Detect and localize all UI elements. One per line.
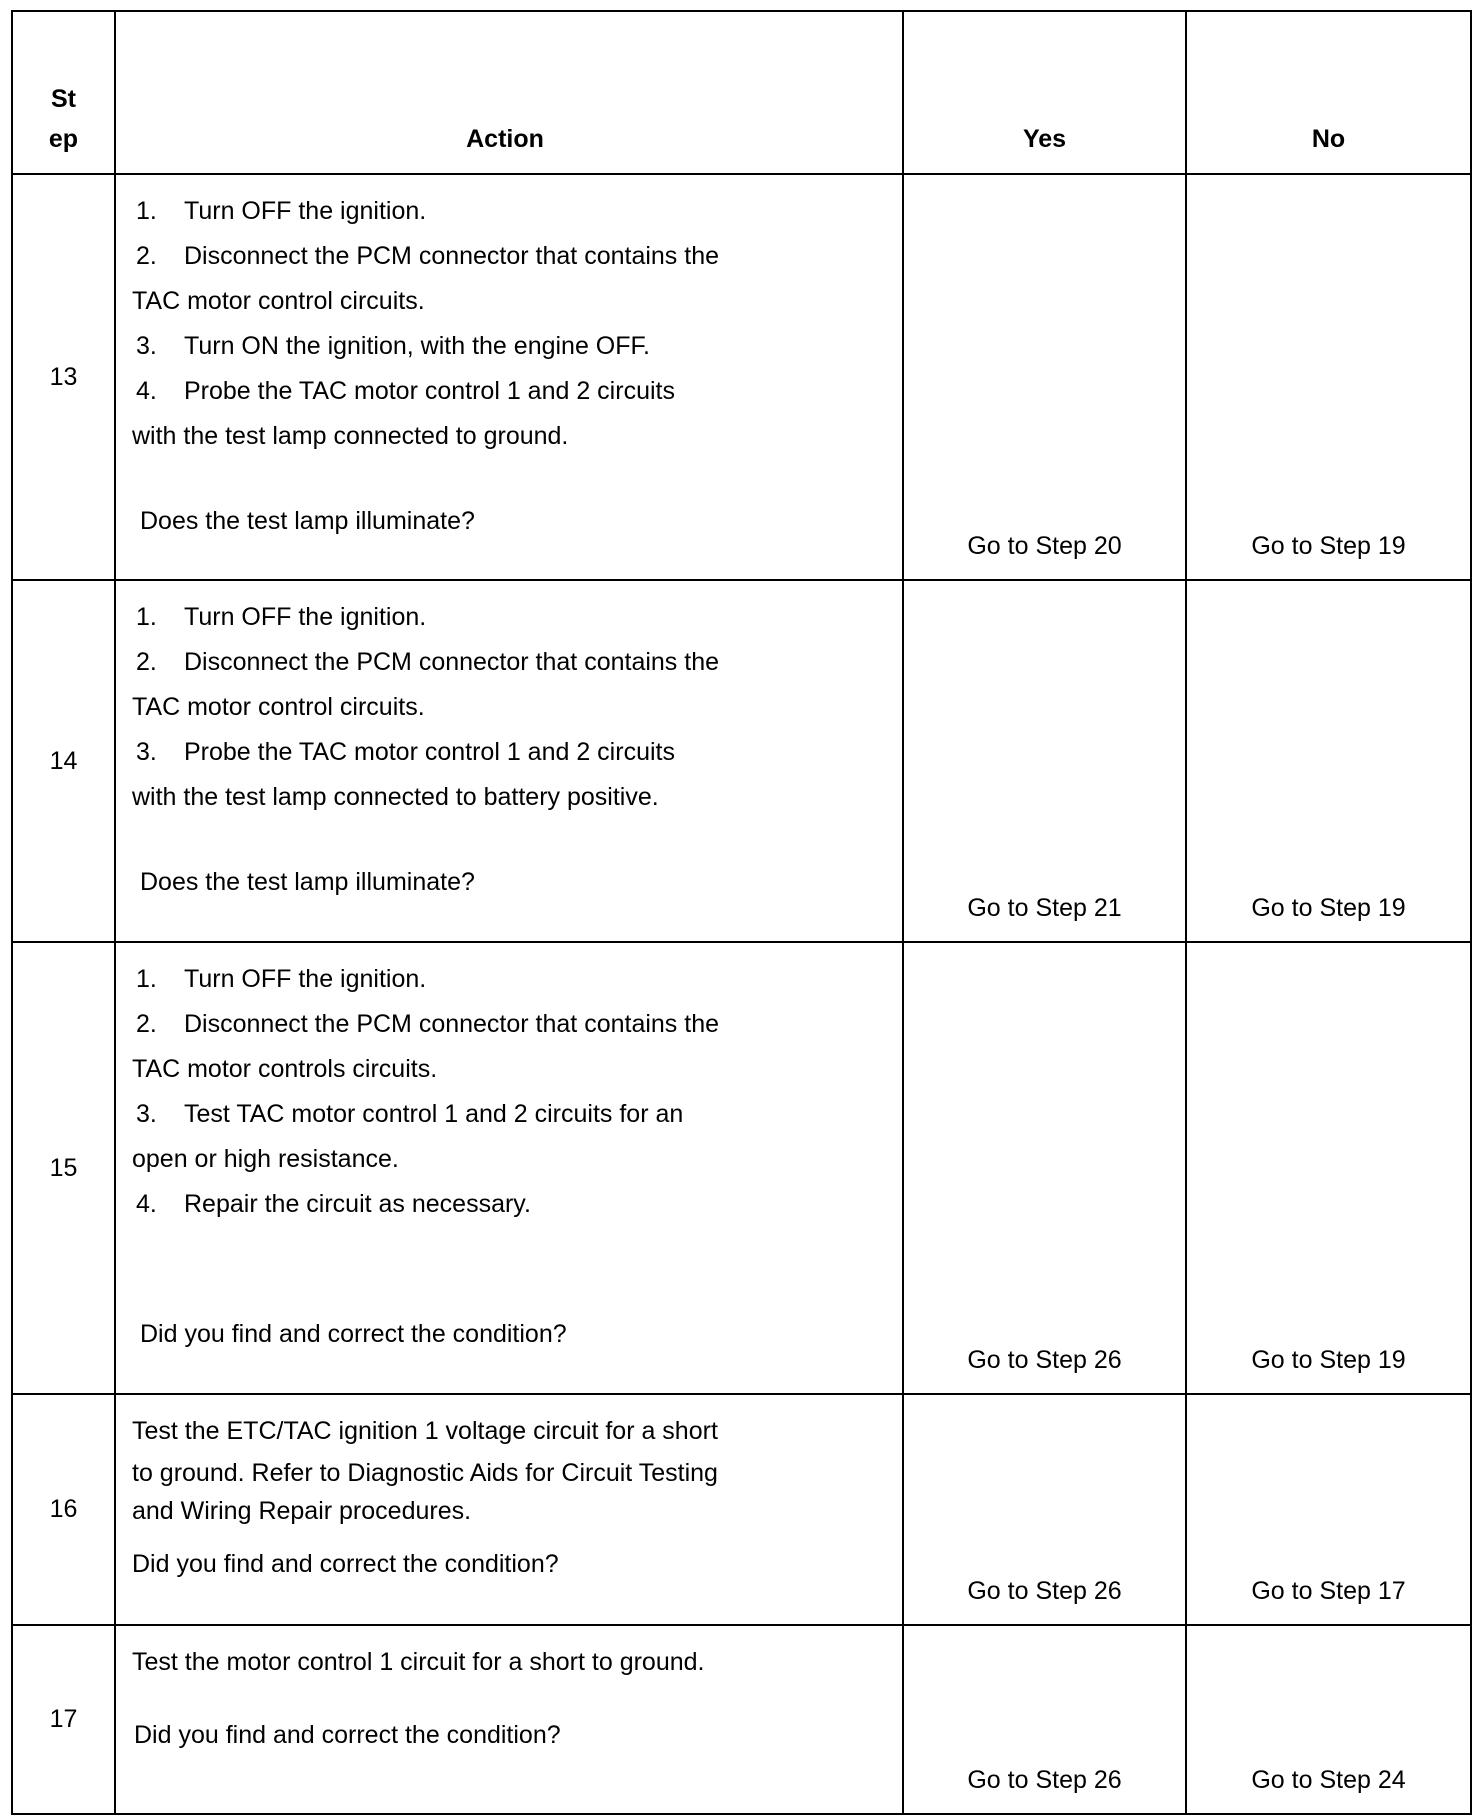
header-step: St ep xyxy=(12,11,115,174)
table-row xyxy=(12,942,1471,1394)
step-number: 16 xyxy=(12,1394,115,1625)
table-row xyxy=(12,174,1471,580)
step-number: 14 xyxy=(12,580,115,942)
action-cell xyxy=(115,1625,903,1814)
no-cell: Go to Step 24 xyxy=(1186,1625,1471,1814)
table-row xyxy=(12,1394,1471,1625)
step-number: 15 xyxy=(12,942,115,1394)
action-line: 2. Disconnect the PCM connector that contains the xyxy=(136,648,720,676)
no-cell: Go to Step 17 xyxy=(1186,1394,1471,1625)
action-line: and Wiring Repair procedures. xyxy=(132,1497,472,1525)
no-cell: Go to Step 19 xyxy=(1186,942,1471,1394)
action-cell xyxy=(115,174,903,580)
no-cell: Go to Step 19 xyxy=(1186,580,1471,942)
action-line: 2. Disconnect the PCM connector that contains the xyxy=(136,1010,720,1038)
action-line: Test the motor control 1 circuit for a short to ground. xyxy=(132,1648,705,1676)
yes-cell: Go to Step 21 xyxy=(903,580,1186,942)
action-line: 2. Disconnect the PCM connector that contains the xyxy=(136,242,720,270)
action-line: 3. Turn ON the ignition, with the engine OFF. xyxy=(136,332,650,360)
action-line: TAC motor controls circuits. xyxy=(132,1055,438,1083)
action-question: Does the test lamp illuminate? xyxy=(140,507,475,535)
header-row xyxy=(12,11,1471,174)
action-line: TAC motor control circuits. xyxy=(132,693,425,721)
yes-cell: Go to Step 26 xyxy=(903,1625,1186,1814)
step-number: 17 xyxy=(12,1625,115,1814)
yes-cell: Go to Step 26 xyxy=(903,942,1186,1394)
step-number: 13 xyxy=(12,174,115,580)
action-question: Does the test lamp illuminate? xyxy=(140,868,475,896)
action-line: 3. Probe the TAC motor control 1 and 2 circuits xyxy=(136,738,675,766)
yes-cell: Go to Step 20 xyxy=(903,174,1186,580)
action-cell xyxy=(115,1394,903,1625)
action-line: TAC motor control circuits. xyxy=(132,287,425,315)
action-line: to ground. Refer to Diagnostic Aids for Circuit Testing xyxy=(132,1459,718,1487)
action-line: with the test lamp connected to battery positive. xyxy=(132,783,659,811)
action-question: Did you find and correct the condition? xyxy=(132,1550,559,1578)
header-yes: Yes xyxy=(903,11,1186,174)
action-line: 1. Turn OFF the ignition. xyxy=(136,603,427,631)
action-line: open or high resistance. xyxy=(132,1145,399,1173)
no-cell: Go to Step 19 xyxy=(1186,174,1471,580)
header-action: Action xyxy=(115,11,903,174)
action-line: 1. Turn OFF the ignition. xyxy=(136,965,427,993)
action-line: Test the ETC/TAC ignition 1 voltage circuit for a short xyxy=(132,1417,718,1445)
table-row xyxy=(12,1625,1471,1814)
header-no: No xyxy=(1186,11,1471,174)
table-row xyxy=(12,580,1471,942)
action-question: Did you find and correct the condition? xyxy=(140,1320,567,1348)
action-line: with the test lamp connected to ground. xyxy=(132,422,569,450)
action-cell xyxy=(115,580,903,942)
yes-cell: Go to Step 26 xyxy=(903,1394,1186,1625)
action-line: 1. Turn OFF the ignition. xyxy=(136,197,427,225)
action-line: 4. Probe the TAC motor control 1 and 2 circuits xyxy=(136,377,675,405)
action-line: 4. Repair the circuit as necessary. xyxy=(136,1190,531,1218)
action-question: Did you find and correct the condition? xyxy=(134,1721,561,1749)
diagnostic-table xyxy=(11,10,1472,1815)
action-line: 3. Test TAC motor control 1 and 2 circuits for an xyxy=(136,1100,684,1128)
action-cell xyxy=(115,942,903,1394)
